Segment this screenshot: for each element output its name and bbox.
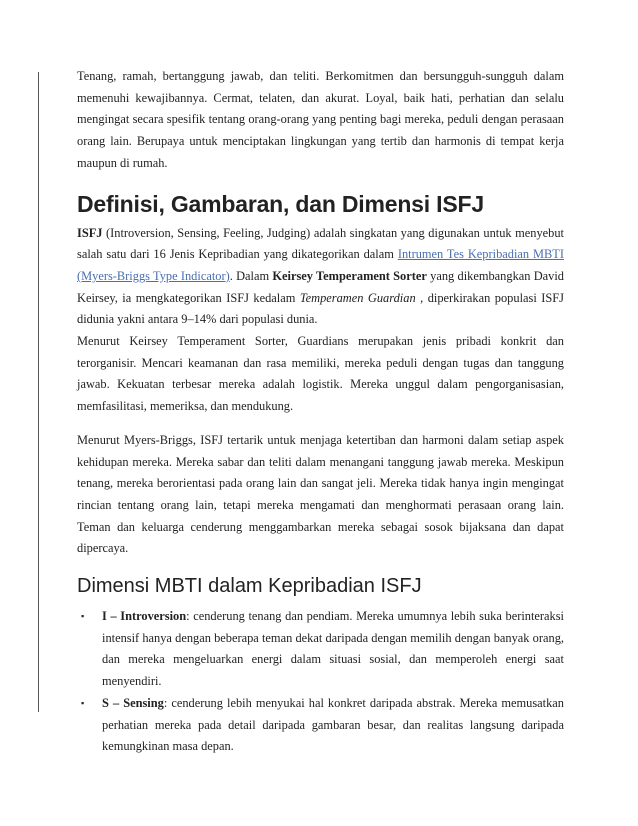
- dimension-list: [77, 606, 564, 758]
- guardian-term: Temperamen Guardian: [299, 290, 416, 305]
- definition-text-4: , diperkirakan populasi ISFJ didunia yakni antara 9–14% dari populasi dunia.: [77, 290, 564, 327]
- keirsey-paragraph: Menurut Keirsey Temperament Sorter, Guardians merupakan jenis pribadi konkrit dan terorganisir. Mencari keamanan dan rasa memiliki, mereka peduli dengan tugas dan tanggung jawab. Kekuatan terbesar mereka adalah logistik. Mereka unggul dalam pengorganisasian, memfasilitasi, memeriksa, dan mendukung.: [77, 334, 564, 414]
- isfj-term: ISFJ: [77, 225, 103, 240]
- left-margin-rule: [38, 72, 39, 712]
- definition-text-1: (Introversion, Sensing, Feeling, Judging) adalah singkatan yang digunakan untuk menyebut salah satu dari 16 Jenis Kepribadian yang dikategorikan dalam: [77, 225, 564, 262]
- mbti-link[interactable]: Intrumen Tes Kepribadian MBTI (Myers-Briggs Type Indicator): [77, 247, 564, 283]
- section-heading-dimensi: Dimensi MBTI dalam Kepribadian ISFJ: [77, 575, 422, 598]
- dimension-text: : cenderung tenang dan pendiam. Mereka umumnya lebih suka berinteraksi intensif hanya dengan beberapa teman dekat daripada dengan memilih dengan banyak orang, dan mereka mengeluarkan energi dalam situasi sosial, dan memperoleh energi saat menyendiri.: [102, 609, 564, 689]
- definition-text-2: . Dalam: [229, 268, 273, 283]
- intro-paragraph: Tenang, ramah, bertanggung jawab, dan teliti. Berkomitmen dan bersungguh-sungguh dalam memenuhi kewajibannya. Cermat, telaten, dan akurat. Loyal, baik hati, perhatian dan selalu mengingat secara spesifik tentang orang-orang yang penting bagi mereka, peduli dengan perasaan orang lain. Berupaya untuk menciptakan lingkungan yang tertib dan harmonis di tempat kerja maupun di rumah.: [77, 69, 564, 170]
- myers-briggs-paragraph: Menurut Myers-Briggs, ISFJ tertarik untuk menjaga ketertiban dan harmoni dalam setiap aspek kehidupan mereka. Mereka sabar dan teliti dalam menangani tanggung jawab mereka. Meskipun tenang, mereka berorientasi pada orang lain dan sangat jeli. Mereka tidak hanya ingin mengingat rincian tentang orang lain, tetapi mereka mengamati dan menghormati perasaan orang lain. Teman dan keluarga cenderung menggambarkan mereka sebagai sosok bijaksana dan dapat dipercaya.: [77, 432, 564, 556]
- dimension-term: I – Introversion: [102, 609, 187, 624]
- definition-text-3: yang dikembangkan David Keirsey, ia mengkategorikan ISFJ kedalam: [77, 268, 565, 305]
- dimension-term: S – Sensing: [102, 695, 164, 710]
- bullet-icon: ▪: [81, 697, 85, 708]
- list-item-sensing: [77, 693, 564, 758]
- dimension-text: : cenderung lebih menyukai hal konkret daripada abstrak. Mereka memusatkan perhatian mereka pada detail daripada gambaran besar, dan realitas langsung daripada kemungkinan masa depan.: [102, 695, 564, 754]
- definition-paragraph: [77, 223, 564, 332]
- section-heading-definisi: Definisi, Gambaran, dan Dimensi ISFJ: [77, 190, 484, 217]
- bullet-icon: ▪: [81, 611, 85, 622]
- keirsey-term: Keirsey Temperament Sorter: [272, 268, 427, 283]
- document-body: [77, 66, 564, 758]
- list-item-introversion: [77, 606, 564, 693]
